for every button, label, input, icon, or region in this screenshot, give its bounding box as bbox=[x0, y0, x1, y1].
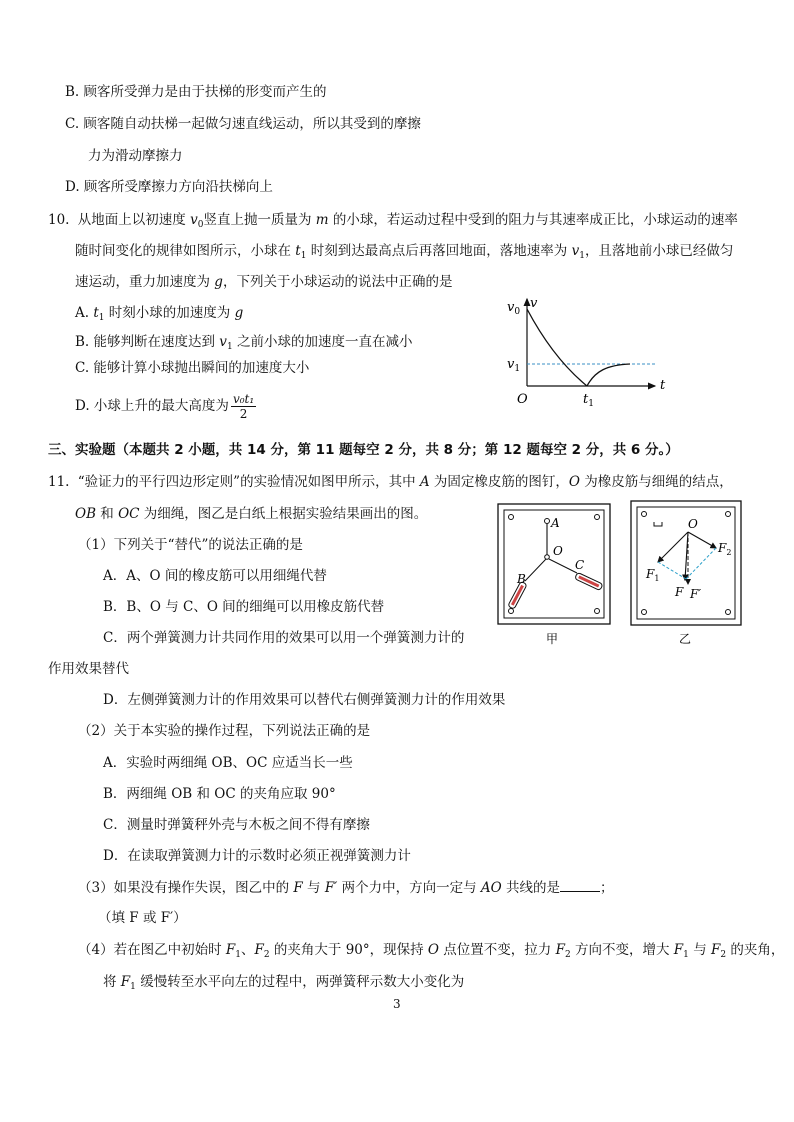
q11-sub2-option-d: D．在读取弹簧测力计的示数时必须正视弹簧测力计 bbox=[103, 848, 411, 864]
q10-option-d: D. 小球上升的最大高度为 $\frac{\text{v₀t₁}}{2}$ bbox=[75, 392, 255, 421]
label-C: C bbox=[575, 558, 585, 572]
label-v1: $v_1$ bbox=[507, 357, 521, 374]
q11-sub2-question: （2）关于本实验的操作过程，下列说法正确的是 bbox=[78, 723, 371, 739]
q11-sub2-option-a: A．实验时两细绳 OB、OC 应适当长一些 bbox=[103, 755, 353, 771]
caption-jia: 甲 bbox=[546, 632, 559, 646]
q11-sub3-hint: （填 F 或 F′） bbox=[98, 910, 187, 926]
section3-heading: 三、实验题（本题共 2 小题，共 14 分，第 11 题每空 2 分，共 8 分；第 12 题每空 2 分，共 6 分。） bbox=[48, 442, 679, 458]
label-v0: $v_0$ bbox=[507, 300, 521, 317]
parallelogram-side-2 bbox=[686, 548, 716, 579]
q10-stem-line3: 速运动，重力加速度为 g，下列关于小球运动的说法中正确的是 bbox=[75, 274, 453, 290]
pin-A bbox=[545, 519, 550, 524]
q11-stem-line1: 11. “验证力的平行四边形定则”的实验情况如图甲所示，其中 A 为固定橡皮筋的图钉，O 为橡皮筋与细绳的结点， bbox=[48, 474, 733, 490]
label-F1: $F_1$ bbox=[646, 567, 660, 583]
label-F: F bbox=[675, 585, 684, 599]
label-origin: O bbox=[517, 392, 528, 407]
q10-option-b: B. 能够判断在速度达到 $v_1$ 之前小球的加速度一直在减小 bbox=[75, 334, 413, 352]
q10-stem-line1: 10. 从地面上以初速度 $v_0$竖直上抛一质量为 m 的小球，若运动过程中受到的阻力与其速率成正比，小球运动的速率 bbox=[48, 212, 738, 230]
label-A: A bbox=[551, 516, 560, 530]
label-v-axis: v bbox=[530, 296, 538, 311]
rising-phase-curve bbox=[527, 309, 587, 386]
q9-option-c-line2: 力为滑动摩擦力 bbox=[88, 148, 183, 164]
q11-figure-yi bbox=[630, 500, 745, 648]
q10-velocity-time-graph bbox=[505, 293, 675, 413]
q11-sub1-option-d: D．左侧弹簧测力计的作用效果可以替代右侧弹簧测力计的作用效果 bbox=[103, 692, 506, 708]
q11-sub4-line2: 将 $F_1$ 缓慢转至水平向左的过程中，两弹簧秤示数大小变化为 bbox=[103, 974, 465, 992]
vector-F2 bbox=[688, 532, 716, 548]
q11-sub1-option-c-line1: C．两个弹簧测力计共同作用的效果可以用一个弹簧测力计的 bbox=[103, 630, 465, 646]
label-B: B bbox=[517, 572, 526, 586]
pin-mark bbox=[654, 522, 662, 526]
q10-number: 10. bbox=[48, 212, 70, 228]
q10-stem-line2: 随时间变化的规律如图所示，小球在 $t_1$ 时刻到达最高点后再落回地面，落地速率为 $v_1$，且落地前小球已经做匀 bbox=[75, 243, 734, 261]
vector-F1 bbox=[658, 532, 688, 562]
q9-option-b: B. 顾客所受弹力是由于扶梯的形变而产生的 bbox=[65, 84, 327, 100]
q9-option-c-line1: C. 顾客随自动扶梯一起做匀速直线运动，所以其受到的摩擦 bbox=[65, 116, 421, 132]
q11-sub3-question: （3）如果没有操作失误，图乙中的 F 与 F′ 两个力中，方向一定与 AO 共线的是 ； bbox=[78, 877, 614, 898]
q11-sub1-question: （1）下列关于“替代”的说法正确的是 bbox=[78, 537, 303, 553]
string-OC bbox=[549, 559, 577, 573]
spring-scale-right bbox=[575, 572, 603, 590]
q11-sub1-option-b: B．B、O 与 C、O 间的细绳可以用橡皮筋代替 bbox=[103, 599, 385, 615]
label-O: O bbox=[688, 517, 698, 531]
q11-sub2-option-c: C．测量时弹簧秤外壳与木板之间不得有摩擦 bbox=[103, 817, 370, 833]
q11-sub1-option-c-line2: 作用效果替代 bbox=[48, 661, 129, 677]
knot-O bbox=[545, 555, 550, 560]
q10-option-c: C. 能够计算小球抛出瞬间的加速度大小 bbox=[75, 360, 310, 376]
q10-option-a: A. $t_1$ 时刻小球的加速度为 g bbox=[75, 305, 244, 323]
caption-yi: 乙 bbox=[679, 632, 692, 646]
label-O: O bbox=[553, 544, 563, 558]
q11-number: 11. bbox=[48, 474, 70, 490]
q11-figure-jia bbox=[497, 503, 612, 648]
label-F2: $F_2$ bbox=[718, 541, 732, 557]
q9-option-d: D. 顾客所受摩擦力方向沿扶梯向上 bbox=[65, 179, 273, 195]
q11-sub1-option-a: A．A、O 间的橡皮筋可以用细绳代替 bbox=[103, 568, 327, 584]
label-t-axis: t bbox=[660, 378, 666, 393]
label-t1: $t_1$ bbox=[583, 392, 594, 409]
answer-blank[interactable] bbox=[560, 877, 600, 892]
string-OB bbox=[525, 559, 546, 581]
fraction-v0t1-over-2: $\frac{\text{v₀t₁}}{2}$ bbox=[232, 392, 255, 421]
falling-phase-curve bbox=[587, 364, 630, 386]
q11-stem-line2: OB 和 OC 为细绳，图乙是白纸上根据实验结果画出的图。 bbox=[75, 506, 428, 522]
parallelogram-side-1 bbox=[658, 562, 686, 579]
label-F-prime: F′ bbox=[690, 587, 702, 601]
q11-sub2-option-b: B．两细绳 OB 和 OC 的夹角应取 90° bbox=[103, 786, 336, 802]
q11-sub4-line1: （4）若在图乙中初始时 $F_1$、$F_2$ 的夹角大于 90°，现保持 O 点位置不变，拉力 $F_2$ 方向不变，增大 $F_1$ 与 $F_2$ 的夹角， bbox=[78, 942, 785, 960]
page-number: 3 bbox=[393, 997, 401, 1011]
